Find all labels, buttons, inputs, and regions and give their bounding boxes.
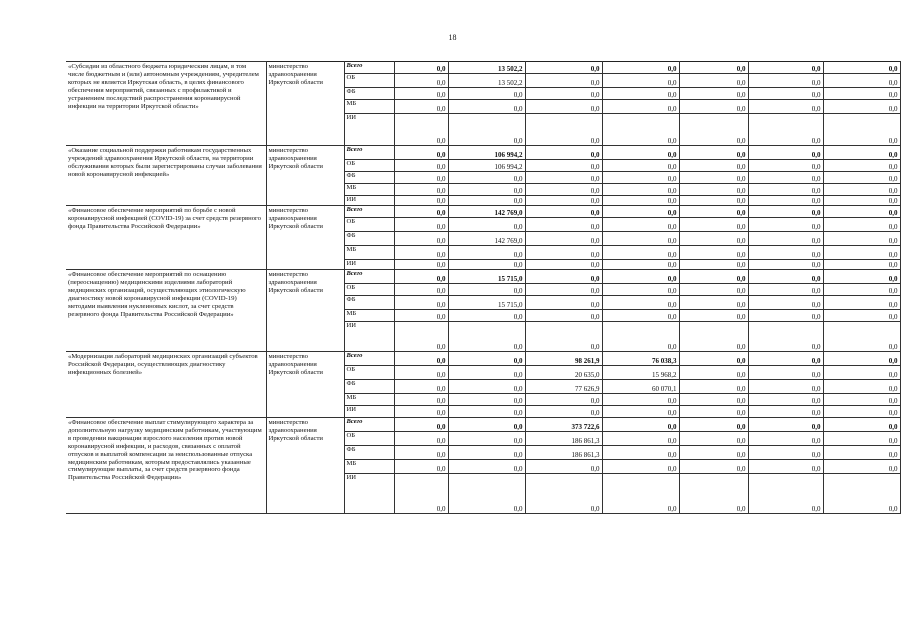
funding-source: Всего [344,146,394,160]
amount-cell: 0,0 [823,322,900,352]
amount-cell: 15 968,2 [602,366,679,380]
amount-cell: 13 502,2 [448,62,525,74]
amount-cell: 0,0 [748,352,823,366]
amount-cell: 0,0 [748,474,823,514]
amount-cell: 0,0 [525,460,602,474]
amount-cell: 0,0 [602,74,679,88]
table-row [66,270,900,284]
amount-cell: 0,0 [748,184,823,196]
amount-cell: 0,0 [823,460,900,474]
amount-cell: 0,0 [748,394,823,406]
funding-source: Всего [344,418,394,432]
amount-cell: 0,0 [525,62,602,74]
amount-cell: 0,0 [679,146,748,160]
amount-cell: 0,0 [748,460,823,474]
amount-cell: 0,0 [679,310,748,322]
amount-cell: 0,0 [748,74,823,88]
amount-cell: 0,0 [394,380,448,394]
amount-cell: 0,0 [823,380,900,394]
amount-cell: 0,0 [602,146,679,160]
amount-cell: 0,0 [394,160,448,172]
funding-source: Всего [344,62,394,74]
amount-cell: 0,0 [525,474,602,514]
responsible-executor: министерство здравоохранения Иркутской области [266,206,344,270]
amount-cell: 0,0 [448,446,525,460]
amount-cell: 0,0 [748,296,823,310]
amount-cell: 0,0 [748,146,823,160]
amount-cell: 0,0 [823,100,900,114]
amount-cell: 0,0 [394,432,448,446]
amount-cell: 0,0 [679,114,748,146]
funding-source: ОБ [344,432,394,446]
amount-cell: 0,0 [602,100,679,114]
table-row [66,146,900,160]
table-row [66,206,900,218]
table-row [66,62,900,74]
funding-source: МБ [344,310,394,322]
amount-cell: 0,0 [679,196,748,206]
amount-cell: 0,0 [525,260,602,270]
amount-cell: 13 502,2 [448,74,525,88]
amount-cell: 0,0 [748,246,823,260]
amount-cell: 0,0 [602,418,679,432]
amount-cell: 0,0 [394,284,448,296]
amount-cell: 98 261,9 [525,352,602,366]
amount-cell: 0,0 [394,62,448,74]
amount-cell: 0,0 [823,184,900,196]
amount-cell: 0,0 [679,232,748,246]
amount-cell: 0,0 [823,474,900,514]
amount-cell: 142 769,0 [448,232,525,246]
amount-cell: 0,0 [394,310,448,322]
amount-cell: 0,0 [679,296,748,310]
amount-cell: 0,0 [679,88,748,100]
amount-cell: 0,0 [823,366,900,380]
responsible-executor: министерство здравоохранения Иркутской области [266,270,344,352]
amount-cell: 0,0 [525,160,602,172]
funding-source: ИИ [344,322,394,352]
amount-cell: 15 715,0 [448,270,525,284]
amount-cell: 0,0 [525,114,602,146]
amount-cell: 0,0 [602,460,679,474]
amount-cell: 0,0 [394,218,448,232]
amount-cell: 0,0 [602,260,679,270]
amount-cell: 0,0 [525,172,602,184]
responsible-executor: министерство здравоохранения Иркутской области [266,418,344,514]
amount-cell: 0,0 [394,172,448,184]
funding-source: ФБ [344,446,394,460]
amount-cell: 0,0 [823,160,900,172]
amount-cell: 0,0 [394,184,448,196]
amount-cell: 0,0 [525,196,602,206]
amount-cell: 0,0 [602,310,679,322]
amount-cell: 0,0 [525,270,602,284]
funding-source: Всего [344,270,394,284]
amount-cell: 0,0 [748,88,823,100]
funding-source: МБ [344,184,394,196]
amount-cell: 0,0 [448,246,525,260]
amount-cell: 0,0 [679,366,748,380]
page-number: 18 [448,33,457,42]
amount-cell: 0,0 [679,246,748,260]
funding-source: МБ [344,394,394,406]
amount-cell: 0,0 [602,406,679,418]
amount-cell: 0,0 [394,74,448,88]
amount-cell: 0,0 [394,100,448,114]
amount-cell: 186 861,3 [525,432,602,446]
amount-cell: 0,0 [394,406,448,418]
amount-cell: 0,0 [823,232,900,246]
amount-cell: 0,0 [823,246,900,260]
amount-cell: 0,0 [448,218,525,232]
amount-cell: 0,0 [394,366,448,380]
amount-cell: 106 994,2 [448,146,525,160]
amount-cell: 0,0 [823,218,900,232]
funding-source: Всего [344,352,394,366]
responsible-executor: министерство здравоохранения Иркутской области [266,146,344,206]
amount-cell: 0,0 [525,206,602,218]
amount-cell: 0,0 [748,160,823,172]
amount-cell: 0,0 [448,114,525,146]
amount-cell: 20 635,0 [525,366,602,380]
amount-cell: 0,0 [394,270,448,284]
amount-cell: 0,0 [448,196,525,206]
amount-cell: 0,0 [823,88,900,100]
amount-cell: 0,0 [525,74,602,88]
amount-cell: 0,0 [394,322,448,352]
amount-cell: 0,0 [394,460,448,474]
amount-cell: 0,0 [823,74,900,88]
amount-cell: 0,0 [448,172,525,184]
amount-cell: 0,0 [602,160,679,172]
amount-cell: 0,0 [679,418,748,432]
amount-cell: 0,0 [679,218,748,232]
amount-cell: 0,0 [679,394,748,406]
amount-cell: 106 994,2 [448,160,525,172]
funding-source: Всего [344,206,394,218]
funding-source: ОБ [344,160,394,172]
amount-cell: 0,0 [525,88,602,100]
amount-cell: 0,0 [823,310,900,322]
amount-cell: 0,0 [602,432,679,446]
amount-cell: 0,0 [679,474,748,514]
amount-cell: 0,0 [748,406,823,418]
amount-cell: 0,0 [602,474,679,514]
amount-cell: 0,0 [394,88,448,100]
amount-cell: 0,0 [525,296,602,310]
funding-source: ОБ [344,366,394,380]
measure-description: «Финансовое обеспечение мероприятий по оснащению (переоснащению) медицинскими изделиями лабораторий медицинских организаций, осуществляющих этиологическую диагностику новой коронавирусной инфекции (COVID-19) методами выявления нуклеиновых кислот, за счет средств резервного фонда Правительства Российской Федерации» [66,270,266,352]
funding-source: ИИ [344,196,394,206]
amount-cell: 0,0 [679,270,748,284]
measure-description: «Финансовое обеспечение выплат стимулирующего характера за дополнительную нагрузку медицинским работникам, участвующим в проведении вакцинации взрослого населения против новой коронавирусной инфекции, и расходов, связанных с оплатой отпусков и выплатой компенсации за неиспользованные отпуска медицинским работникам, которым предоставлялись указанные стимулирующие выплаты, за счет средств резервного фонда Правительства Российской Федерации» [66,418,266,514]
amount-cell: 0,0 [823,418,900,432]
amount-cell: 0,0 [748,260,823,270]
amount-cell: 0,0 [748,172,823,184]
amount-cell: 0,0 [394,474,448,514]
amount-cell: 0,0 [448,406,525,418]
amount-cell: 0,0 [525,310,602,322]
budget-table [66,61,901,514]
amount-cell: 0,0 [394,352,448,366]
amount-cell: 0,0 [748,270,823,284]
amount-cell: 0,0 [602,184,679,196]
amount-cell: 0,0 [448,394,525,406]
amount-cell: 0,0 [823,284,900,296]
amount-cell: 0,0 [823,146,900,160]
amount-cell: 0,0 [602,284,679,296]
amount-cell: 0,0 [748,310,823,322]
amount-cell: 0,0 [525,284,602,296]
funding-source: МБ [344,246,394,260]
amount-cell: 0,0 [394,114,448,146]
amount-cell: 0,0 [679,284,748,296]
amount-cell: 0,0 [448,432,525,446]
amount-cell: 0,0 [823,114,900,146]
amount-cell: 0,0 [679,432,748,446]
amount-cell: 0,0 [748,322,823,352]
amount-cell: 0,0 [602,218,679,232]
amount-cell: 0,0 [394,232,448,246]
amount-cell: 0,0 [679,460,748,474]
table-body [66,62,900,514]
amount-cell: 0,0 [748,432,823,446]
amount-cell: 0,0 [823,406,900,418]
amount-cell: 0,0 [448,100,525,114]
amount-cell: 0,0 [823,62,900,74]
funding-source: МБ [344,460,394,474]
funding-source: ИИ [344,406,394,418]
amount-cell: 0,0 [394,260,448,270]
amount-cell: 0,0 [748,232,823,246]
amount-cell: 142 769,0 [448,206,525,218]
amount-cell: 0,0 [748,62,823,74]
amount-cell: 0,0 [602,114,679,146]
amount-cell: 0,0 [823,296,900,310]
amount-cell: 0,0 [679,206,748,218]
amount-cell: 0,0 [525,184,602,196]
funding-source: ИИ [344,114,394,146]
amount-cell: 0,0 [823,352,900,366]
amount-cell: 0,0 [525,246,602,260]
amount-cell: 15 715,0 [448,296,525,310]
amount-cell: 0,0 [679,260,748,270]
amount-cell: 0,0 [823,172,900,184]
amount-cell: 0,0 [394,146,448,160]
amount-cell: 60 070,1 [602,380,679,394]
responsible-executor: министерство здравоохранения Иркутской области [266,352,344,418]
amount-cell: 0,0 [748,218,823,232]
amount-cell: 0,0 [823,270,900,284]
amount-cell: 0,0 [448,284,525,296]
funding-source: ОБ [344,218,394,232]
amount-cell: 0,0 [394,418,448,432]
amount-cell: 0,0 [748,206,823,218]
amount-cell: 0,0 [602,296,679,310]
amount-cell: 0,0 [448,310,525,322]
amount-cell: 0,0 [823,260,900,270]
funding-source: ФБ [344,296,394,310]
amount-cell: 0,0 [823,206,900,218]
amount-cell: 76 038,3 [602,352,679,366]
amount-cell: 0,0 [748,100,823,114]
amount-cell: 0,0 [448,322,525,352]
amount-cell: 0,0 [679,74,748,88]
table-row [66,352,900,366]
amount-cell: 0,0 [525,406,602,418]
amount-cell: 0,0 [448,474,525,514]
funding-source: ФБ [344,380,394,394]
amount-cell: 0,0 [679,172,748,184]
amount-cell: 0,0 [823,394,900,406]
amount-cell: 0,0 [448,88,525,100]
amount-cell: 0,0 [525,218,602,232]
amount-cell: 0,0 [394,196,448,206]
amount-cell: 0,0 [394,394,448,406]
amount-cell: 0,0 [748,114,823,146]
amount-cell: 0,0 [602,62,679,74]
funding-source: ФБ [344,88,394,100]
funding-source: ОБ [344,284,394,296]
amount-cell: 0,0 [448,352,525,366]
amount-cell: 0,0 [602,246,679,260]
amount-cell: 0,0 [448,418,525,432]
funding-source: ФБ [344,172,394,184]
amount-cell: 0,0 [679,160,748,172]
amount-cell: 0,0 [525,146,602,160]
funding-source: ФБ [344,232,394,246]
amount-cell: 186 861,3 [525,446,602,460]
amount-cell: 0,0 [748,196,823,206]
amount-cell: 0,0 [679,62,748,74]
amount-cell: 0,0 [448,260,525,270]
amount-cell: 0,0 [748,380,823,394]
amount-cell: 373 722,6 [525,418,602,432]
amount-cell: 0,0 [525,322,602,352]
amount-cell: 0,0 [679,380,748,394]
amount-cell: 0,0 [602,172,679,184]
measure-description: «Оказание социальной поддержки работникам государственных учреждений здравоохранения Иркутской области, на территории обслуживания которых были зарегистрированы случаи заболевания новой коронавирусной инфекцией» [66,146,266,206]
measure-description: «Финансовое обеспечение мероприятий по борьбе с новой коронавирусной инфекцией (COVID-19) за счет средств резервного фонда Правительства Российской Федерации» [66,206,266,270]
amount-cell: 0,0 [394,296,448,310]
funding-source: ИИ [344,260,394,270]
amount-cell: 0,0 [448,380,525,394]
amount-cell: 0,0 [394,206,448,218]
amount-cell: 0,0 [602,446,679,460]
amount-cell: 0,0 [602,270,679,284]
amount-cell: 0,0 [679,100,748,114]
amount-cell: 0,0 [679,446,748,460]
amount-cell: 0,0 [525,394,602,406]
amount-cell: 0,0 [679,352,748,366]
amount-cell: 0,0 [602,394,679,406]
amount-cell: 77 626,9 [525,380,602,394]
amount-cell: 0,0 [525,100,602,114]
amount-cell: 0,0 [748,284,823,296]
amount-cell: 0,0 [448,184,525,196]
funding-source: ОБ [344,74,394,88]
amount-cell: 0,0 [394,246,448,260]
measure-description: «Модернизация лабораторий медицинских организаций субъектов Российской Федерации, осуществляющих диагностику инфекционных болезней» [66,352,266,418]
amount-cell: 0,0 [602,232,679,246]
amount-cell: 0,0 [679,322,748,352]
table-row [66,418,900,432]
amount-cell: 0,0 [602,196,679,206]
amount-cell: 0,0 [823,196,900,206]
amount-cell: 0,0 [748,418,823,432]
amount-cell: 0,0 [448,366,525,380]
amount-cell: 0,0 [525,232,602,246]
amount-cell: 0,0 [748,446,823,460]
amount-cell: 0,0 [823,432,900,446]
measure-description: «Субсидии из областного бюджета юридическим лицам, в том числе бюджетным и (или) автономным учреждениям, учредителем которых не является Иркутская область, в целях финансового обеспечения мероприятий, связанных с профилактикой и устранением последствий распространения коронавирусной инфекции на территории Иркутской области» [66,62,266,146]
amount-cell: 0,0 [679,406,748,418]
amount-cell: 0,0 [823,446,900,460]
amount-cell: 0,0 [602,322,679,352]
amount-cell: 0,0 [448,460,525,474]
funding-source: ИИ [344,474,394,514]
amount-cell: 0,0 [394,446,448,460]
funding-source: МБ [344,100,394,114]
amount-cell: 0,0 [602,206,679,218]
amount-cell: 0,0 [679,184,748,196]
responsible-executor: министерство здравоохранения Иркутской области [266,62,344,146]
amount-cell: 0,0 [748,366,823,380]
amount-cell: 0,0 [602,88,679,100]
